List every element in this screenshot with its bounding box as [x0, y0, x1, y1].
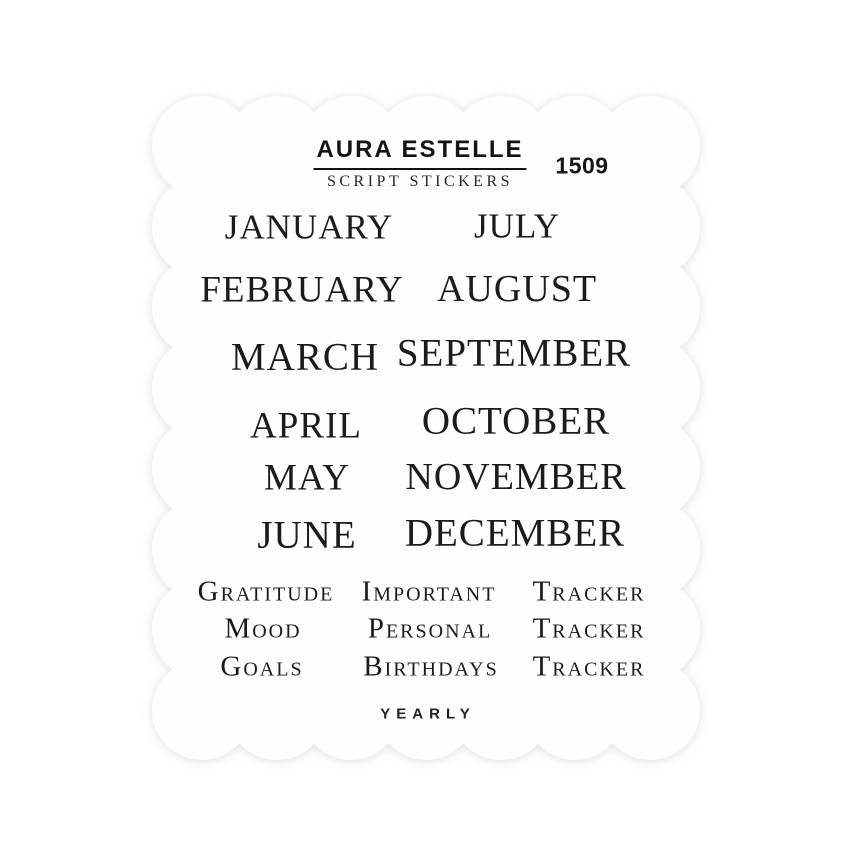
label-sticker-gratitude: Gratitude: [197, 575, 335, 608]
month-sticker-august: AUGUST: [436, 268, 598, 310]
sticker-sheet: [152, 96, 700, 760]
month-sticker-june: JUNE: [257, 513, 357, 557]
label-sticker-tracker-3: Tracker: [532, 650, 646, 683]
month-sticker-may: MAY: [264, 457, 350, 499]
month-sticker-october: OCTOBER: [421, 399, 611, 443]
label-sticker-mood: Mood: [224, 612, 302, 645]
brand-name: AURA ESTELLE: [313, 138, 526, 170]
month-sticker-january: JANUARY: [224, 207, 394, 247]
label-sticker-tracker-1: Tracker: [532, 575, 646, 608]
label-sticker-birthdays: Birthdays: [363, 650, 499, 683]
month-sticker-september: SEPTEMBER: [396, 331, 632, 375]
brand-subtitle: SCRIPT STICKERS: [326, 173, 514, 190]
label-sticker-tracker-2: Tracker: [532, 612, 646, 645]
sku-number: 1509: [555, 152, 609, 179]
label-sticker-goals: Goals: [220, 650, 304, 683]
brand-header: [313, 138, 526, 190]
month-sticker-december: DECEMBER: [404, 511, 626, 555]
month-sticker-november: NOVEMBER: [405, 456, 627, 498]
month-sticker-march: MARCH: [230, 335, 380, 379]
label-sticker-personal: Personal: [367, 612, 493, 645]
label-sticker-important: Important: [361, 575, 497, 608]
month-sticker-july: JULY: [473, 206, 561, 246]
month-sticker-april: APRIL: [250, 405, 362, 447]
footer-label: YEARLY: [380, 705, 476, 723]
month-sticker-february: FEBRUARY: [200, 269, 404, 311]
